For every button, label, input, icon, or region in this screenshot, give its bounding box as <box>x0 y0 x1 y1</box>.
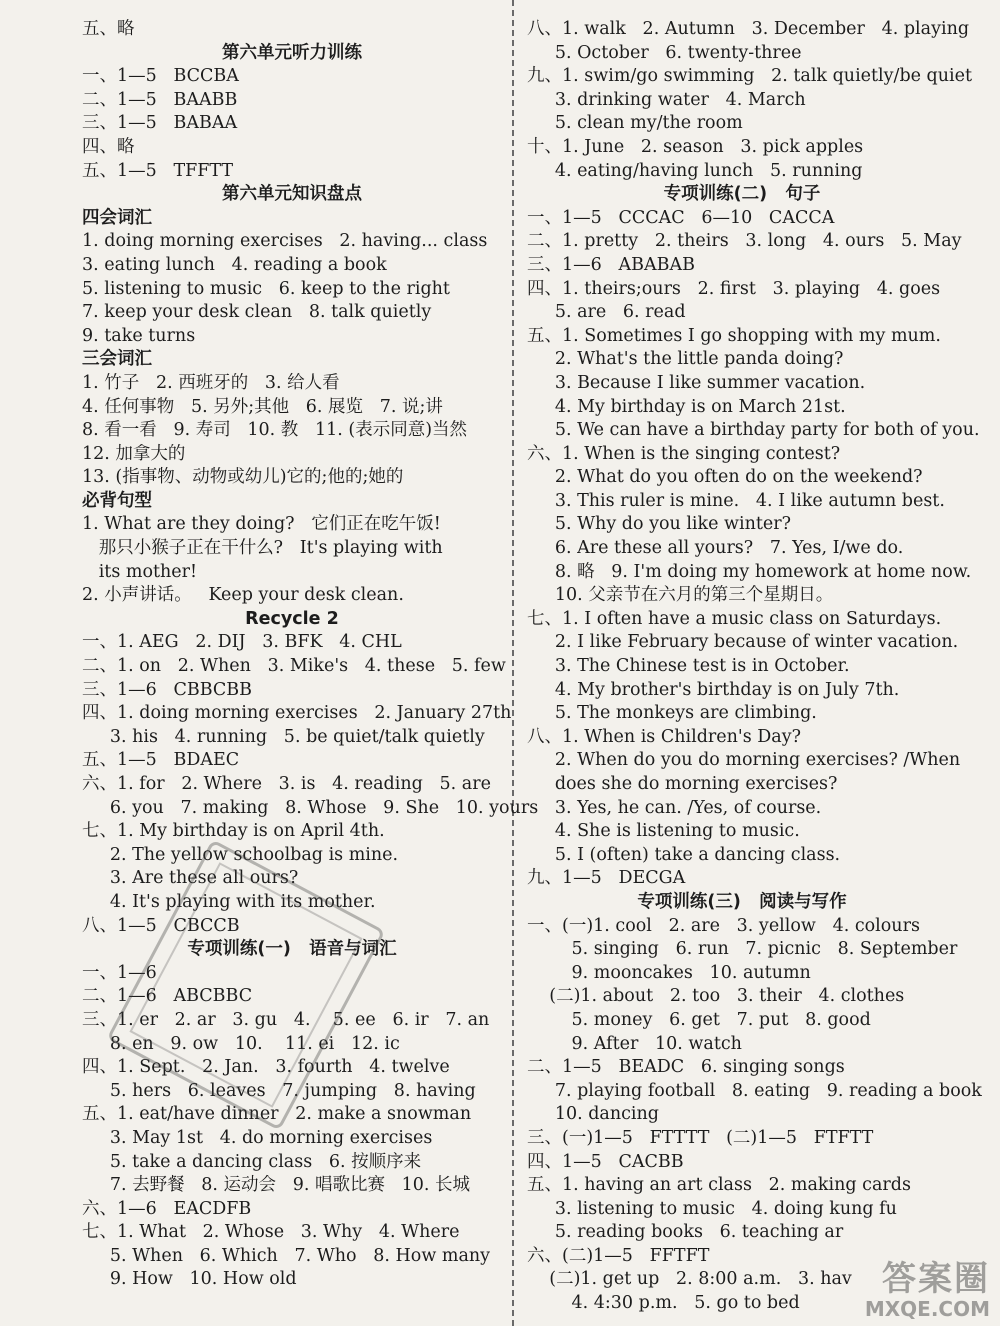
answer-line: 五、1. Sometimes I go shopping with my mum. <box>527 325 941 346</box>
answer-line: 5. money 6. get 7. put 8. good <box>527 1009 871 1030</box>
answer-line: 1. What are they doing? 它们正在吃午饭! <box>82 514 441 535</box>
answer-line: does she do morning exercises? <box>527 774 838 794</box>
answer-line: 七、1. I often have a music class on Saturdays. <box>527 608 942 629</box>
answer-line: 3. eating lunch 4. reading a book <box>82 254 387 275</box>
answer-line: 3. his 4. running 5. be quiet/talk quietly <box>82 726 485 747</box>
answer-line: 五、1. having an art class 2. making cards <box>527 1175 911 1196</box>
answer-line: 8. 略 9. I'm doing my homework at home now. <box>527 561 972 582</box>
answer-line: 3. Are these all ours? <box>82 868 299 889</box>
answer-line: 7. playing football 8. eating 9. reading a book <box>527 1080 982 1101</box>
watermark-url: MXQE.COM <box>864 1297 990 1321</box>
answer-line: 5. hers 6. leaves 7. jumping 8. having <box>82 1080 476 1101</box>
answer-line: 一、1. AEG 2. DIJ 3. BFK 4. CHL <box>82 632 402 653</box>
answer-line: 二、1. on 2. When 3. Mike's 4. these 5. few <box>82 656 506 677</box>
answer-line: 12. 加拿大的 <box>82 443 186 464</box>
answer-line: 二、1—6 ABCBBC <box>82 986 253 1007</box>
answer-line: 二、1—5 BAABB <box>82 89 238 110</box>
answer-line: 一、1—5 CCCAC 6—10 CACCA <box>527 207 835 228</box>
answer-line: its mother! <box>82 561 198 582</box>
answer-line: (二)1. get up 2. 8:00 a.m. 3. hav <box>527 1269 852 1290</box>
answer-line: 5. listening to music 6. keep to the right <box>82 278 450 299</box>
answer-line: 四、略 <box>82 136 135 157</box>
answer-line: 3. This ruler is mine. 4. I like autumn best. <box>527 490 945 511</box>
answer-line: 三、(一)1—5 FTTTT (二)1—5 FTFTT <box>527 1127 874 1148</box>
answer-line: 七、1. My birthday is on April 4th. <box>82 821 385 842</box>
answer-line: 2. What's the little panda doing? <box>527 349 844 370</box>
answer-line: 八、1—5 CBCCB <box>82 915 240 936</box>
answer-line: 8. 看一看 9. 寿司 10. 教 11. (表示同意)当然 <box>82 420 468 441</box>
answer-line: 3. Yes, he can. /Yes, of course. <box>527 797 822 818</box>
answer-line: 六、1—6 EACDFB <box>82 1198 252 1219</box>
answer-line: 9. mooncakes 10. autumn <box>527 962 811 983</box>
subsection-heading: 三会词汇 <box>82 349 152 370</box>
answer-line: 五、1—5 TFFTT <box>82 160 234 181</box>
answer-line: 3. drinking water 4. March <box>527 89 806 110</box>
answer-line: (二)1. about 2. too 3. their 4. clothes <box>527 986 905 1007</box>
answer-line: 八、1. walk 2. Autumn 3. December 4. playing <box>527 19 970 39</box>
answer-line: 2. When do you do morning exercises? /When <box>527 750 961 771</box>
answer-line: 5. are 6. read <box>527 302 686 323</box>
answer-line: 13. (指事物、动物或幼儿)它的;他的;她的 <box>82 467 404 488</box>
answer-line: 2. I like February because of winter vacation. <box>527 632 959 653</box>
section-heading: Recycle 2 <box>245 608 339 629</box>
answer-line: 六、1. for 2. Where 3. is 4. reading 5. are <box>82 774 491 794</box>
site-watermark <box>864 1258 990 1321</box>
answer-line: 5. I (often) take a dancing class. <box>527 844 841 865</box>
answer-line: 一、(一)1. cool 2. are 3. yellow 4. colours <box>527 915 920 936</box>
answer-line: 10. 父亲节在六月的第三个星期日。 <box>527 585 834 606</box>
answer-line: 5. We can have a birthday party for both of you. <box>527 420 980 441</box>
answer-line: 二、1—5 BEADC 6. singing songs <box>527 1057 845 1078</box>
answer-line: 四、1. theirs;ours 2. first 3. playing 4. goes <box>527 278 941 299</box>
answer-line: 7. keep your desk clean 8. talk quietly <box>82 302 432 323</box>
answer-line: 5. clean my/the room <box>527 113 743 134</box>
answer-line: 五、1—5 BDAEC <box>82 750 240 771</box>
answer-line: 七、1. What 2. Whose 3. Why 4. Where <box>82 1222 460 1243</box>
answer-line: 五、略 <box>82 19 135 39</box>
answer-line: 1. 竹子 2. 西班牙的 3. 给人看 <box>82 372 340 393</box>
answer-line: 九、1—5 DECGA <box>527 868 686 889</box>
answer-line: 9. After 10. watch <box>527 1033 742 1054</box>
answer-line: 9. take turns <box>82 325 196 346</box>
section-heading: 专项训练(二) 句子 <box>663 184 821 205</box>
section-heading: 第六单元听力训练 <box>222 42 362 63</box>
answer-line: 4. It's playing with its mother. <box>82 891 376 912</box>
answer-line: 4. 4:30 p.m. 5. go to bed <box>527 1293 800 1314</box>
answer-line: 四、1. Sept. 2. Jan. 3. fourth 4. twelve <box>82 1057 450 1078</box>
section-heading: 第六单元知识盘点 <box>222 184 362 205</box>
answer-line: 2. What do you often do on the weekend? <box>527 467 923 488</box>
answer-line: 3. listening to music 4. doing kung fu <box>527 1198 897 1219</box>
answer-line: 5. take a dancing class 6. 按顺序来 <box>82 1151 422 1172</box>
section-heading: 专项训练(三) 阅读与写作 <box>637 891 847 912</box>
answer-line: 4. My brother's birthday is on July 7th. <box>527 679 900 700</box>
answer-line: 十、1. June 2. season 3. pick apples <box>527 136 864 157</box>
answer-line: 8. en 9. ow 10. 11. ei 12. ic <box>82 1033 400 1054</box>
answer-line: 5. When 6. Which 7. Who 8. How many <box>82 1245 491 1266</box>
answer-line: 7. 去野餐 8. 运动会 9. 唱歌比赛 10. 长城 <box>82 1175 471 1196</box>
subsection-heading: 四会词汇 <box>82 207 152 228</box>
answer-line: 四、1. doing morning exercises 2. January 27th <box>82 703 512 724</box>
answer-line: 4. eating/having lunch 5. running <box>527 160 863 181</box>
right-column <box>527 18 982 1316</box>
answer-line: 5. reading books 6. teaching ar <box>527 1222 844 1243</box>
answer-line: 10. dancing <box>527 1104 659 1125</box>
answer-line: 2. 小声讲话。 Keep your desk clean. <box>82 585 404 606</box>
answer-line: 2. The yellow schoolbag is mine. <box>82 844 399 865</box>
answer-line: 三、1—6 CBBCBB <box>82 679 253 700</box>
answer-line: 四、1—5 CACBB <box>527 1151 684 1172</box>
answer-line: 5. Why do you like winter? <box>527 514 792 535</box>
column-divider <box>512 0 514 1326</box>
answer-line: 五、1. eat/have dinner 2. make a snowman <box>82 1104 472 1125</box>
left-column <box>82 18 539 1292</box>
answer-line: 九、1. swim/go swimming 2. talk quietly/be quiet <box>527 66 973 87</box>
answer-line: 3. May 1st 4. do morning exercises <box>82 1127 433 1148</box>
answer-line: 一、1—6 <box>82 962 157 983</box>
answer-line: 八、1. When is Children's Day? <box>527 726 801 747</box>
answer-line: 9. How 10. How old <box>82 1269 297 1290</box>
section-heading: 专项训练(一) 语音与词汇 <box>187 939 397 960</box>
watermark-logo-text: 答案圈 <box>882 1258 990 1299</box>
answer-line: 3. Because I like summer vacation. <box>527 372 866 393</box>
answer-line: 4. My birthday is on March 21st. <box>527 396 846 417</box>
answer-line: 六、(二)1—5 FFTFT <box>527 1245 710 1266</box>
answer-line: 一、1—5 BCCBA <box>82 66 239 87</box>
answer-line: 5. October 6. twenty-three <box>527 42 802 63</box>
answer-line: 6. you 7. making 8. Whose 9. She 10. yours <box>82 797 539 818</box>
answer-line: 三、1. er 2. ar 3. gu 4. 5. ee 6. ir 7. an <box>82 1009 490 1030</box>
answer-line: 3. The Chinese test is in October. <box>527 656 850 677</box>
answer-line: 三、1—5 BABAA <box>82 113 238 134</box>
answer-line: 4. She is listening to music. <box>527 821 800 842</box>
answer-line: 六、1. When is the singing contest? <box>527 443 841 464</box>
answer-line: 1. doing morning exercises 2. having... class <box>82 231 488 252</box>
answer-line: 5. The monkeys are climbing. <box>527 703 817 724</box>
answer-line: 二、1. pretty 2. theirs 3. long 4. ours 5. May <box>527 231 962 252</box>
answer-line: 三、1—6 ABABAB <box>527 254 695 275</box>
answer-line: 4. 任何事物 5. 另外;其他 6. 展览 7. 说;讲 <box>82 396 443 417</box>
answer-line: 5. singing 6. run 7. picnic 8. September <box>527 939 958 960</box>
answer-line: 6. Are these all yours? 7. Yes, I/we do. <box>527 538 904 559</box>
answer-line: 那只小猴子正在干什么? It's playing with <box>82 538 443 559</box>
subsection-heading: 必背句型 <box>82 490 152 511</box>
